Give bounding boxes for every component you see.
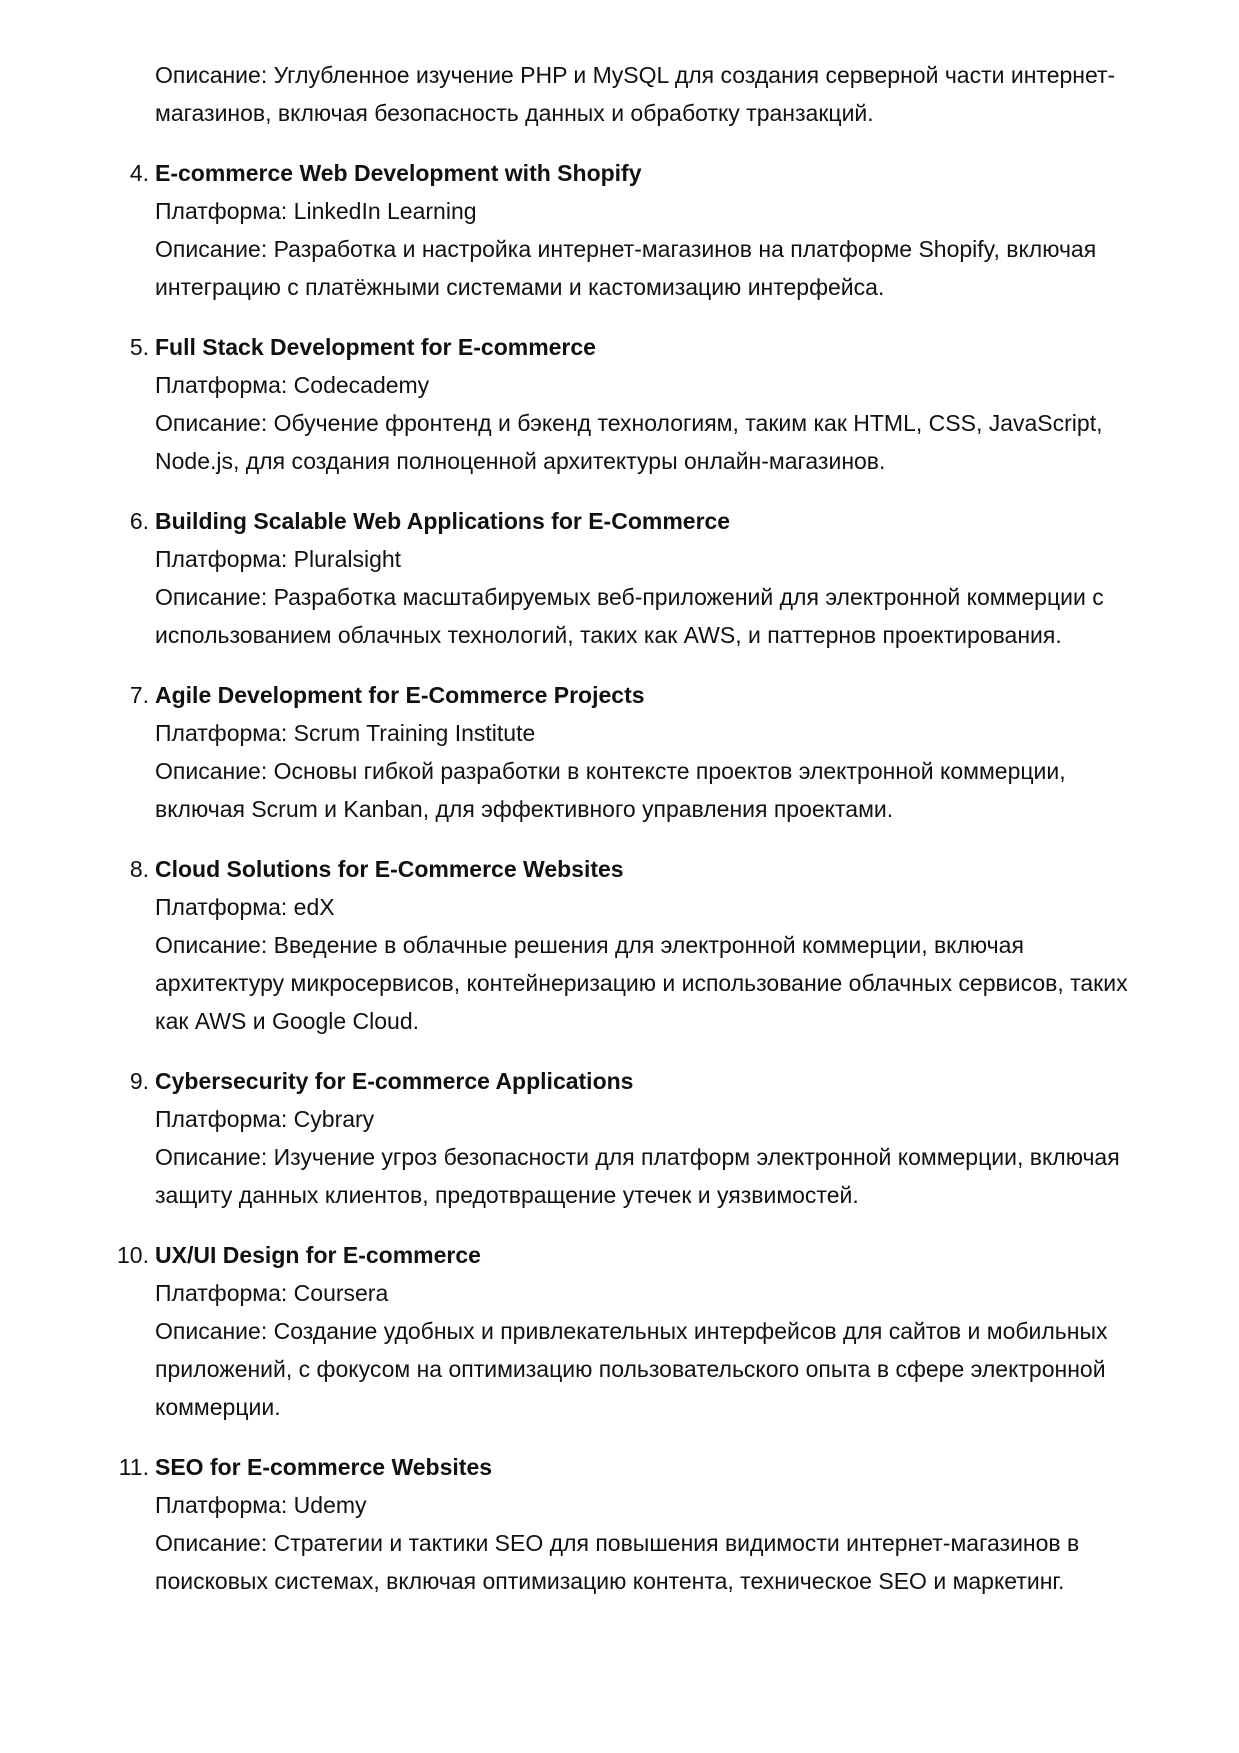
course-item-8 xyxy=(129,850,1145,1040)
course-item-5 xyxy=(129,328,1145,480)
course-description: Описание: Создание удобных и привлекательных интерфейсов для сайтов и мобильных приложений, с фокусом на оптимизацию пользовательского опыта в сфере электронной коммерции. xyxy=(155,1318,1108,1420)
course-description: Описание: Введение в облачные решения для электронной коммерции, включая архитектуру микросервисов, контейнеризацию и использование облачных сервисов, таких как AWS и Google Cloud. xyxy=(155,932,1128,1034)
course-description: Описание: Разработка масштабируемых веб-приложений для электронной коммерции с использованием облачных технологий, таких как AWS, и паттернов проектирования. xyxy=(155,584,1104,648)
course-title: SEO for E-commerce Websites xyxy=(155,1454,493,1480)
course-description: Описание: Изучение угроз безопасности для платформ электронной коммерции, включая защиту данных клиентов, предотвращение утечек и уязвимостей. xyxy=(155,1144,1120,1208)
course-description: Описание: Обучение фронтенд и бэкенд технологиям, таким как HTML, CSS, JavaScript, Node.js, для создания полноценной архитектуры онлайн-магазинов. xyxy=(155,410,1103,474)
course-number: 6. xyxy=(129,508,149,534)
course-item-10 xyxy=(117,1236,1145,1426)
course-platform: Платформа: Scrum Training Institute xyxy=(155,720,536,746)
course-item-11 xyxy=(118,1448,1145,1600)
course-list xyxy=(117,56,1145,1622)
course-number: 8. xyxy=(129,856,149,882)
course-description: Описание: Углубленное изучение PHP и MySQL для создания серверной части интернет-магазинов, включая безопасность данных и обработку транзакций. xyxy=(155,62,1116,126)
course-platform: Платформа: Pluralsight xyxy=(155,546,402,572)
course-platform: Платформа: edX xyxy=(155,894,335,920)
course-item-6 xyxy=(129,502,1145,654)
course-title: Cybersecurity for E-commerce Applications xyxy=(155,1068,634,1094)
course-description: Описание: Основы гибкой разработки в контексте проектов электронной коммерции, включая Scrum и Kanban, для эффективного управления проектами. xyxy=(155,758,1066,822)
course-platform: Платформа: LinkedIn Learning xyxy=(155,198,477,224)
course-item-4 xyxy=(129,154,1145,306)
course-number: 11. xyxy=(118,1454,149,1480)
course-platform: Платформа: Codecademy xyxy=(155,372,430,398)
course-platform: Платформа: Coursera xyxy=(155,1280,389,1306)
course-number: 5. xyxy=(129,334,149,360)
course-description: Описание: Разработка и настройка интернет-магазинов на платформе Shopify, включая интеграцию с платёжными системами и кастомизацию интерфейса. xyxy=(155,236,1097,300)
course-title: E-commerce Web Development with Shopify xyxy=(155,160,642,186)
course-number: 7. xyxy=(129,682,149,708)
course-title: Agile Development for E-Commerce Projects xyxy=(155,682,645,708)
course-item-7 xyxy=(129,676,1145,828)
course-number: 4. xyxy=(129,160,149,186)
course-item-9 xyxy=(129,1062,1145,1214)
continued-course-item xyxy=(155,56,1145,132)
course-platform: Платформа: Cybrary xyxy=(155,1106,375,1132)
course-description: Описание: Стратегии и тактики SEO для повышения видимости интернет-магазинов в поисковых системах, включая оптимизацию контента, техническое SEO и маркетинг. xyxy=(155,1530,1080,1594)
course-platform: Платформа: Udemy xyxy=(155,1492,367,1518)
course-number: 10. xyxy=(117,1242,149,1268)
course-title: UX/UI Design for E-commerce xyxy=(155,1242,481,1268)
course-title: Cloud Solutions for E-Commerce Websites xyxy=(155,856,624,882)
course-number: 9. xyxy=(129,1068,149,1094)
course-title: Building Scalable Web Applications for E-Commerce xyxy=(155,508,731,534)
course-title: Full Stack Development for E-commerce xyxy=(155,334,596,360)
